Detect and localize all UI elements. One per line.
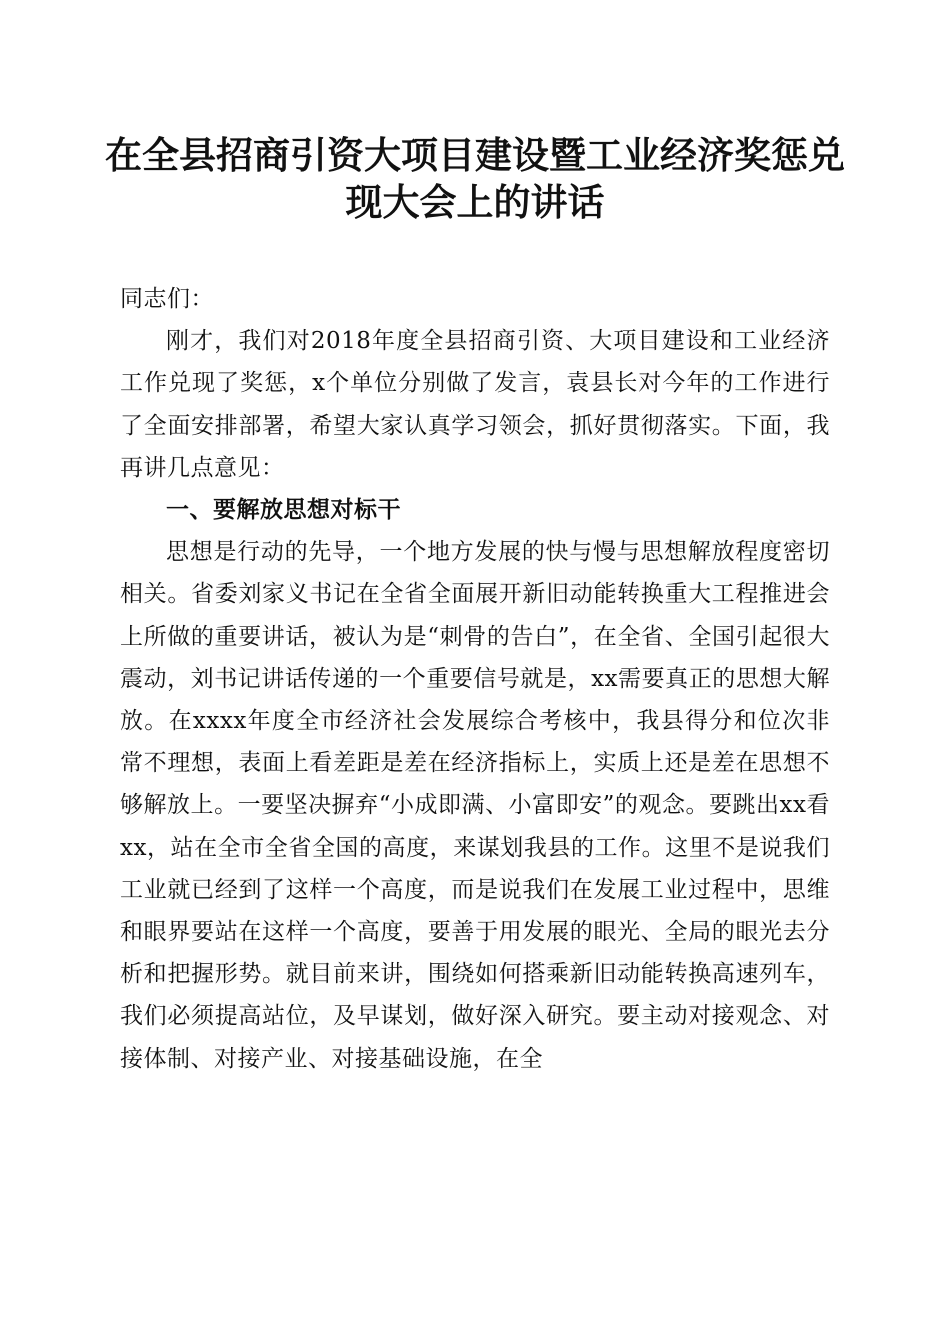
document-body: [120, 278, 830, 1080]
paragraph-section-1: 思想是行动的先导，一个地方发展的快与慢与思想解放程度密切相关。省委刘家义书记在全省全面展开新旧动能转换重大工程推进会上所做的重要讲话，被认为是“刺骨的告白”，在全省、全国引起很大震动，刘书记讲话传递的一个重要信号就是，xx需要真正的思想大解放。在xxxx年度全市经济社会发展综合考核中，我县得分和位次非常不理想，表面上看差距是差在经济指标上，实质上还是差在思想不够解放上。一要坚决摒弃“小成即满、小富即安”的观念。要跳出xx看xx，站在全市全省全国的高度，来谋划我县的工作。这里不是说我们工业就已经到了这样一个高度，而是说我们在发展工业过程中，思维和眼界要站在这样一个高度，要善于用发展的眼光、全局的眼光去分析和把握形势。就目前来讲，围绕如何搭乘新旧动能转换高速列车，我们必须提高站位，及早谋划，做好深入研究。要主动对接观念、对接体制、对接产业、对接基础设施，在全: [120, 539, 830, 1072]
salutation: 同志们：: [120, 286, 214, 312]
section-heading: 一、要解放思想对标干: [166, 497, 401, 524]
paragraph-intro: 刚才，我们对2018年度全县招商引资、大项目建设和工业经济工作兑现了奖惩，x个单位分别做了发言，袁县长对今年的工作进行了全面安排部署，希望大家认真学习领会，抓好贯彻落实。下面，我再讲几点意见：: [120, 328, 830, 481]
document-title: 在全县招商引资大项目建设暨工业经济奖惩兑现大会上的讲话: [105, 133, 845, 224]
